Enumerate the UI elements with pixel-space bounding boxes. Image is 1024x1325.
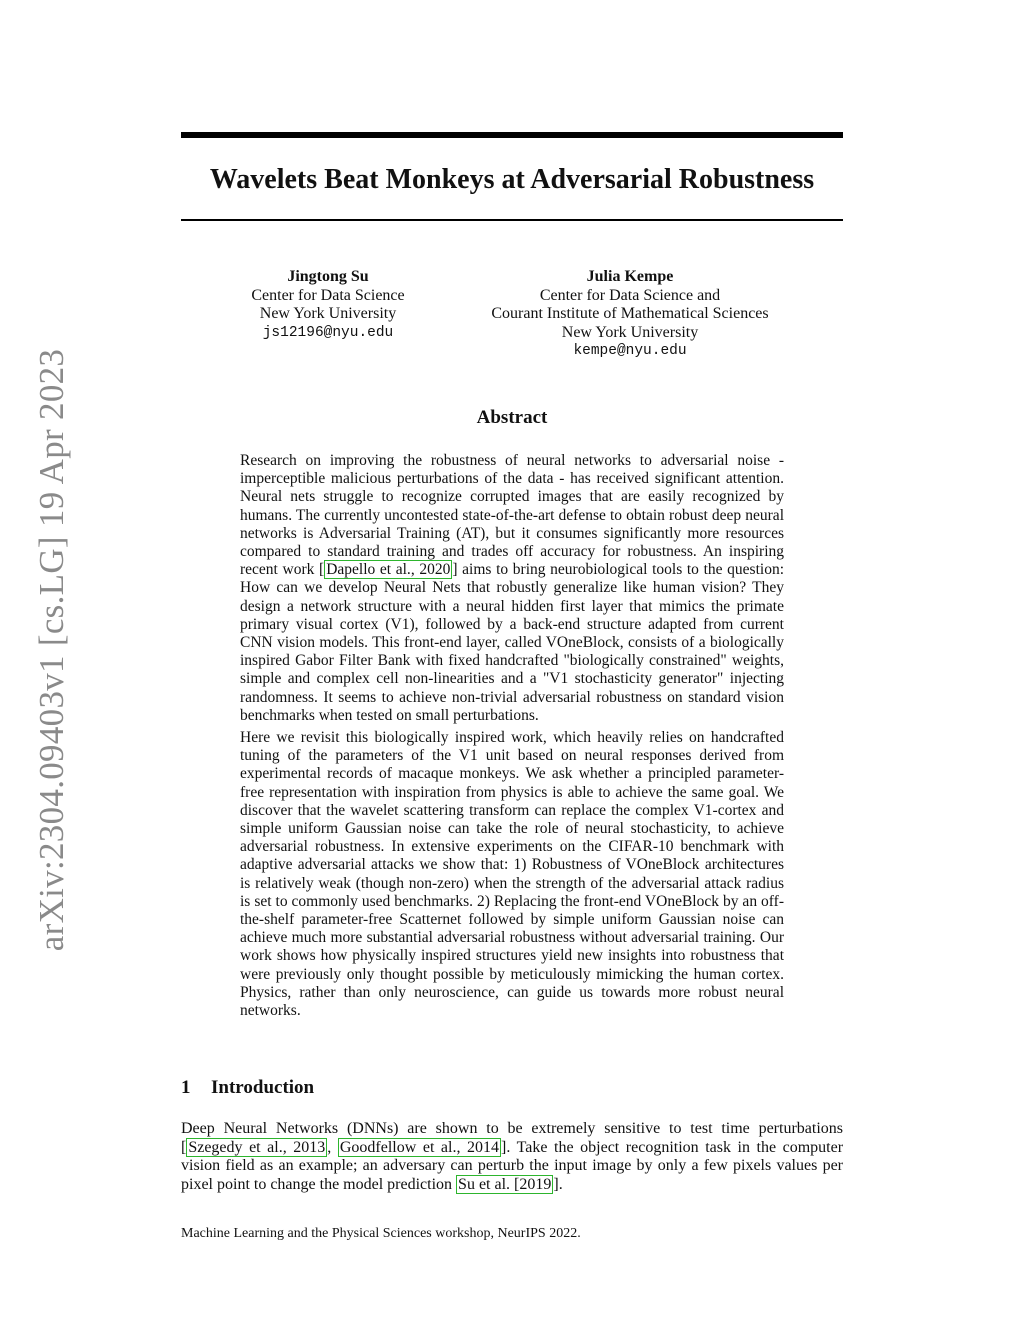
citation-link[interactable]: Goodfellow et al., 2014: [339, 1138, 500, 1156]
abstract-text: ] aims to bring neurobiological tools to the question: How can we develop Neural Nets that robustly generalize like human vision? They design a network structure with a neural hidden first layer that mimics the primate primary visual cortex (V1), followed by a back-end structure adapted from current CNN vision models. This front-end layer, called VOneBlock, consists of a biologically inspired Gabor Filter Bank with fixed handcrafted "biologically constrained" weights, simple and complex cell non-linearities and a "V1 stochasticity generator" injecting randomness. It seems to achieve non-trivial adversarial robustness on standard vision benchmarks when tested on small perturbations.: [240, 561, 785, 724]
author-block: [208, 268, 448, 342]
citation-link[interactable]: Szegedy et al., 2013: [188, 1138, 326, 1156]
author-email: kempe@nyu.edu: [573, 343, 687, 359]
author-block: [470, 268, 790, 361]
section-title: Introduction: [211, 1077, 315, 1098]
author-email: js12196@nyu.edu: [262, 324, 394, 341]
citation-link[interactable]: Dapello et al., 2020: [326, 561, 451, 579]
title-bottom-rule: [181, 219, 843, 221]
section-heading-introduction: [181, 1076, 314, 1100]
author-name: Jingtong Su: [287, 268, 369, 285]
title-top-rule: [181, 132, 843, 138]
abstract-heading: Abstract: [476, 407, 548, 428]
arxiv-identifier: arXiv:2304.09403v1 [cs.LG] 19 Apr 2023: [32, 348, 71, 952]
introduction-paragraph: Deep Neural Networks (DNNs) are shown to be extremely sensitive to test time perturbations [ Szegedy et al., 2013 , Goodfellow et al., 2014 ]. Take the object recognition task in the computer vision field as an example; an adversary can perturb the input image by only a few pixels values per pixel point to change the model prediction Su et al. [2019 ].: [181, 1120, 844, 1193]
paper-title: Wavelets Beat Monkeys at Adversarial Robustness: [209, 164, 815, 195]
author-affiliation: New York University: [561, 323, 699, 341]
author-affiliation: Center for Data Science: [251, 286, 405, 304]
author-affiliation: Center for Data Science and: [539, 286, 721, 304]
arxiv-stamp: [32, 348, 72, 952]
abstract-body: [240, 452, 784, 1024]
abstract-paragraph: [240, 452, 784, 725]
abstract-paragraph: Here we revisit this biologically inspired work, which heavily relies on handcrafted tuning of the parameters of the V1 unit based on neural responses derived from experimental records of macaque monkeys. We ask whether a principled parameter-free representation with inspiration from physics is able to achieve the same goal. We discover that the wavelet scattering transform can replace the complex V1-cortex and simple uniform Gaussian noise can take the role of neural stochasticity, to achieve adversarial robustness. In extensive experiments on the CIFAR-10 benchmark with adaptive adversarial attacks we show that: 1) Robustness of VOneBlock architectures is relatively weak (though non-zero) when the strength of the adversarial attack radius is set to commonly used benchmarks. 2) Replacing the front-end VOneBlock by an off-the-shelf parameter-free Scatternet followed by simple uniform Gaussian noise can achieve much more substantial adversarial robustness without adversarial training. Our work shows how physically inspired structures yield new insights into robustness that were previously only thought possible by meticulously mimicking the human cortex. Physics, rather than only neuroscience, can guide us towards more robust neural networks.: [240, 729, 784, 1020]
section-number: 1: [181, 1077, 191, 1098]
venue-footnote: Machine Learning and the Physical Sciences workshop, NeurIPS 2022.: [181, 1226, 581, 1241]
author-affiliation: New York University: [259, 305, 397, 322]
author-name: Julia Kempe: [586, 268, 674, 285]
citation-link[interactable]: Su et al. [2019: [458, 1175, 552, 1193]
abstract-text: Research on improving the robustness of neural networks to adversarial noise - imperceptible malicious perturbations of the data - has received significant attention. Neural nets struggle to recognize corrupted images that are easily recognized by humans. The currently uncontested state-of-the-art defense to obtain robust deep neural networks is Adversarial Training (AT), but it consumes significantly more resources compared to standard training and trades off accuracy for robustness. An inspiring recent work [: [240, 452, 784, 579]
author-affiliation: Courant Institute of Mathematical Sciences: [491, 305, 769, 322]
